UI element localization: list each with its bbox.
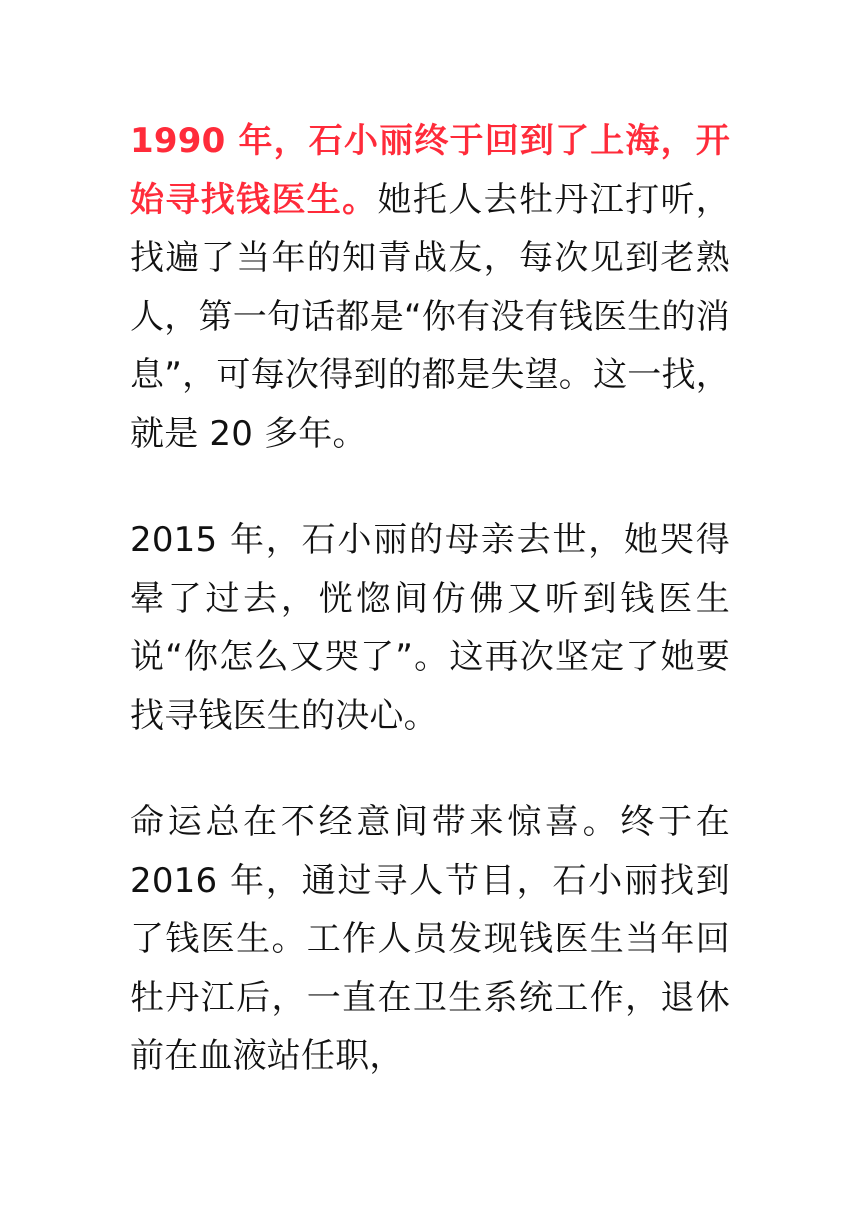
article-body: [130, 112, 730, 1134]
paragraph-text: 2015 年，石小丽的母亲去世，她哭得晕了过去，恍惚间仿佛又听到钱医生说“你怎么又哭了”。这再次坚定了她要找寻钱医生的决心。: [130, 520, 730, 736]
paragraph-text: 她托人去牡丹江打听，找遍了当年的知青战友，每次见到老熟人，第一句话都是“你有没有钱医生的消息”，可每次得到的都是失望。这一找，就是 20 多年。: [130, 179, 731, 454]
paragraph-2: [130, 511, 730, 745]
highlighted-sentence: 1990 年，石小丽终于回到了上海，开始寻找钱医生。: [130, 121, 730, 220]
paragraph-text: 命运总在不经意间带来惊喜。终于在 2016 年，通过寻人节目，石小丽找到了钱医生。工作人员发现钱医生当年回牡丹江后，一直在卫生系统工作，退休前在血液站任职，: [130, 802, 730, 1076]
paragraph-1: [130, 112, 730, 463]
paragraph-3: [130, 793, 730, 1086]
